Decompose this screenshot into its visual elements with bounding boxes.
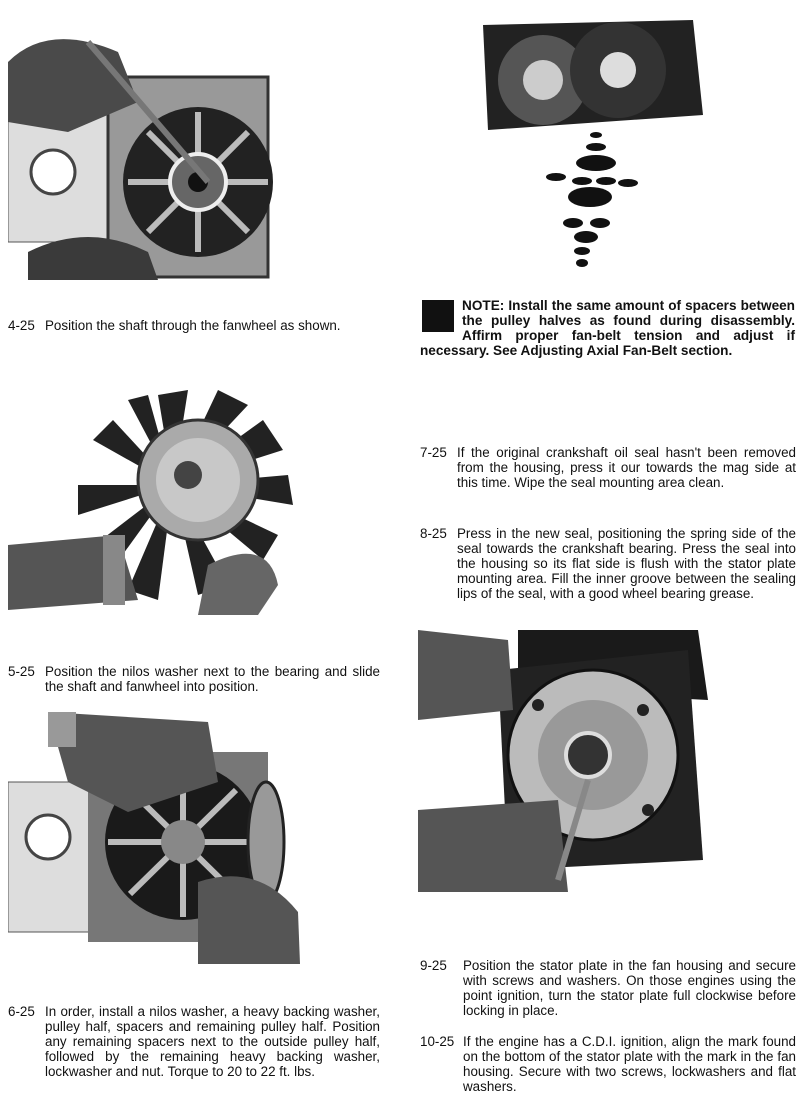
photo-stator-plate — [418, 630, 730, 892]
step-text: If the engine has a C.D.I. ignition, align the mark found on the bottom of the stator plate with the mark in the fan housing. Secure with two screws, lockwashers and flat washers. — [463, 1034, 796, 1094]
photo-install-pulley — [8, 712, 300, 964]
step-number: 6-25 — [8, 1004, 35, 1019]
step-text: Position the stator plate in the fan housing and secure with screws and washers. On those engines using the point ignition, turn the stator plate full clockwise before locking in place. — [463, 958, 796, 1018]
photo-shaft-through-fanwheel — [8, 22, 308, 280]
step-text: In order, install a nilos washer, a heavy backing washer, pulley half, spacers and remaining pulley half. Position any remaining spacers next to the outside pulley half, followed by the remaining heavy backing washer, lockwasher and nut. Torque to 20 to 22 ft. lbs. — [45, 1004, 380, 1079]
note-text: NOTE: Install the same amount of spacers between the pulley halves as found during disassembly. Affirm proper fan-belt tension and adjust if necessary. See Adjusting Axial Fan-Belt section. — [420, 298, 795, 358]
step-number: 8-25 — [420, 526, 447, 541]
step-text: Position the shaft through the fanwheel as shown. — [45, 318, 341, 333]
step-number: 5-25 — [8, 664, 35, 679]
note-square-icon — [422, 300, 454, 332]
step-4-25 — [8, 318, 380, 333]
step-8-25 — [420, 526, 796, 601]
pulley-spacers-image — [478, 15, 703, 275]
photo-fanwheel-in-hand — [8, 385, 338, 615]
step-number: 10-25 — [420, 1034, 455, 1049]
photo-pulley-spacers — [478, 15, 703, 275]
step-text: Press in the new seal, positioning the spring side of the seal towards the crankshaft bearing. Press the seal into the housing so its flat side is flush with the stator plate mounting area. Fill the inner groove between the sealing lips of the seal, with a good wheel bearing grease. — [457, 526, 796, 601]
step-number: 7-25 — [420, 445, 447, 460]
step-text: If the original crankshaft oil seal hasn't been removed from the housing, press it our towards the mag side at this time. Wipe the seal mounting area clean. — [457, 445, 796, 490]
step-10-25 — [420, 1034, 796, 1094]
step-number: 4-25 — [8, 318, 35, 333]
fanwheel-hand-image — [8, 385, 338, 615]
stator-plate-image — [418, 630, 730, 892]
step-6-25 — [8, 1004, 380, 1079]
fanwheel-housing-image — [8, 22, 308, 280]
step-text: Position the nilos washer next to the bearing and slide the shaft and fanwheel into position. — [45, 664, 380, 694]
note-box — [420, 298, 795, 358]
step-5-25 — [8, 664, 380, 694]
step-9-25 — [420, 958, 796, 1018]
step-number: 9-25 — [420, 958, 447, 973]
step-7-25 — [420, 445, 796, 490]
install-pulley-image — [8, 712, 300, 964]
